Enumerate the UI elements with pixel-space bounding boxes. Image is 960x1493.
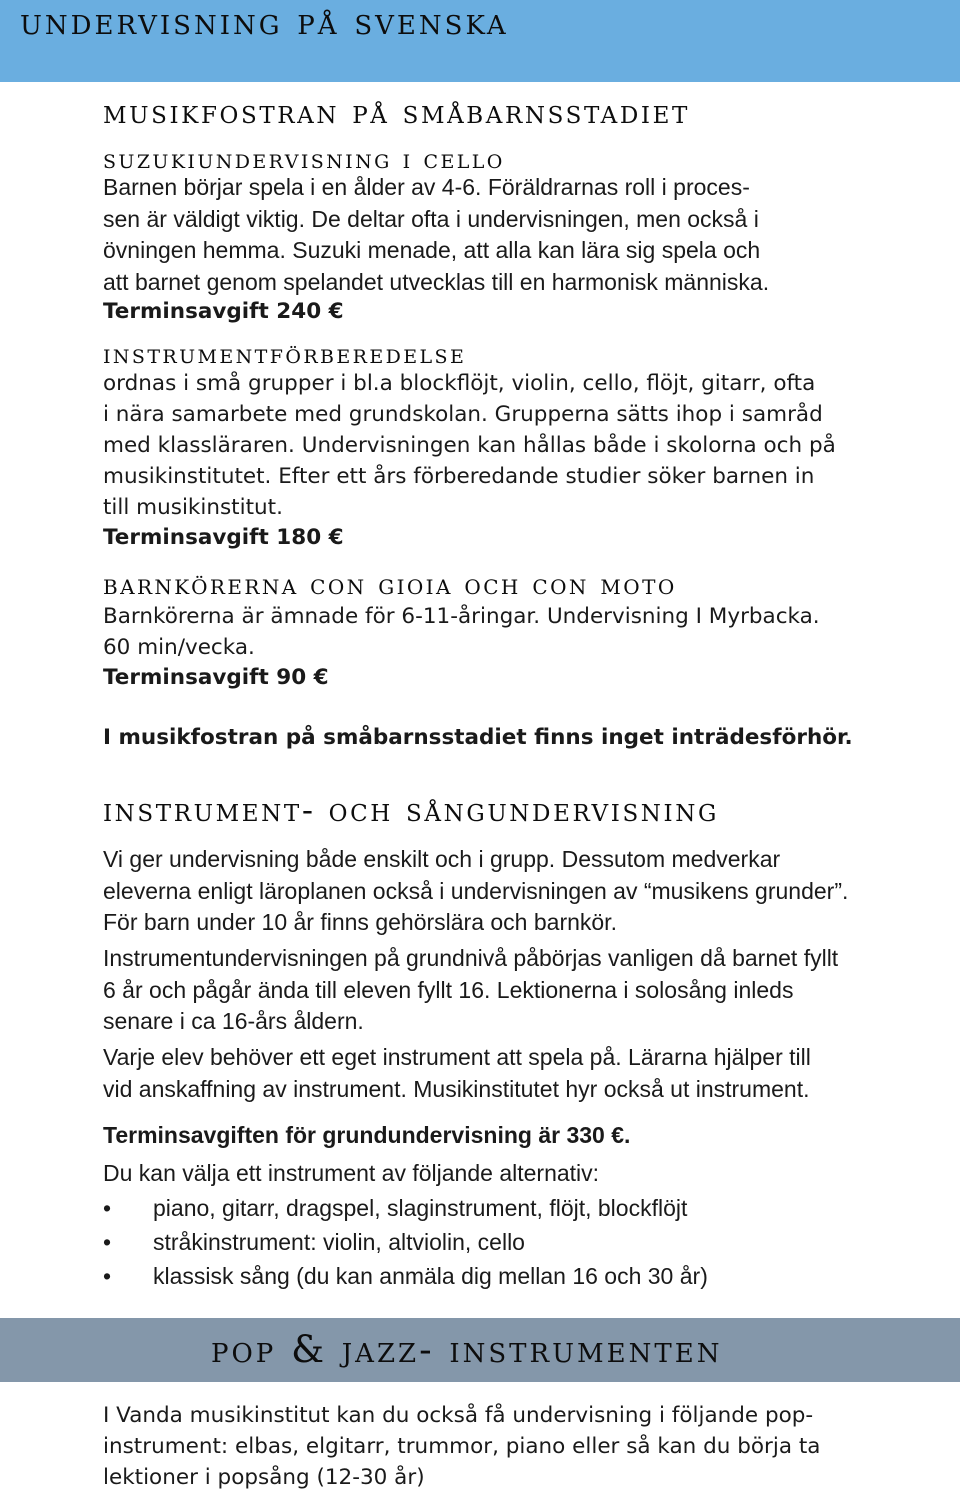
para-line: eleverna enligt läroplanen också i undervisningen av “musikens grunder”. — [103, 877, 849, 904]
instrument-options-list — [103, 1191, 863, 1293]
suzuki-line: att barnet genom spelandet utvecklas till en harmonisk människa. — [103, 268, 770, 295]
pop-jazz-line: lektioner i popsång (12-30 år) — [103, 1465, 425, 1490]
suzuki-line: Barnen börjar spela i en ålder av 4-6. Föräldrarnas roll i proces- — [103, 174, 750, 200]
suzuki-heading: suzukiundervisning i cello — [103, 144, 505, 175]
list-item — [103, 1225, 863, 1259]
para-line: Varje elev behöver ett eget instrument att spela på. Lärarna hjälper till — [103, 1044, 811, 1070]
instrumentforberedelse-fee: Terminsavgift 180 € — [103, 525, 344, 550]
instrumentforberedelse-line: i nära samarbete med grundskolan. Grupperna sätts ihop i samråd — [103, 402, 823, 427]
para-line: Instrumentundervisningen på grundnivå påbörjas vanligen då barnet fyllt — [103, 945, 839, 971]
bullet-icon: • — [103, 1229, 112, 1255]
list-item — [103, 1191, 863, 1225]
list-item — [103, 1259, 863, 1293]
bullet-icon: • — [103, 1263, 112, 1289]
musikfostran-heading: musikfostran på småbarnsstadiet — [103, 92, 690, 131]
suzuki-line: sen är väldigt viktig. De deltar ofta i undervisningen, men också i — [103, 205, 759, 232]
suzuki-line: övningen hemma. Suzuki menade, att alla kan lära sig spela och — [103, 237, 761, 263]
para-line: vid anskaffning av instrument. Musikinstitutet hyr också ut instrument. — [103, 1075, 810, 1102]
instrument-sang-para2 — [103, 943, 863, 1038]
option-label: piano, gitarr, dragspel, slaginstrument, flöjt, blockflöjt — [153, 1195, 688, 1221]
pop-jazz-title: pop & jazz- instrumenten — [211, 1328, 723, 1371]
option-label: klassisk sång (du kan anmäla dig mellan 16 och 30 år) — [153, 1263, 708, 1289]
pop-jazz-line: instrument: elbas, elgitarr, trummor, piano eller så kan du börja ta — [103, 1434, 821, 1459]
instrument-sang-heading: instrument- och sångundervisning — [103, 790, 719, 829]
barnkorerna-heading: barnkörerna con gioia och con moto — [103, 567, 677, 601]
instrumentforberedelse-line: till musikinstitut. — [103, 495, 283, 520]
instrumentforberedelse-text — [103, 368, 863, 523]
pop-jazz-text — [103, 1400, 863, 1493]
instrument-sang-para1 — [103, 844, 863, 939]
instrumentforberedelse-line: ordnas i små grupper i bl.a blockflöjt, violin, cello, flöjt, gitarr, ofta — [103, 371, 816, 396]
barnkorerna-line: Barnkörerna är ämnade för 6-11-åringar. Undervisning I Myrbacka. — [103, 604, 820, 629]
barnkorerna-fee: Terminsavgift 90 € — [103, 665, 329, 690]
bullet-icon: • — [103, 1195, 112, 1221]
choose-intro: Du kan välja ett instrument av följande alternativ: — [103, 1160, 600, 1186]
para-line: För barn under 10 år finns gehörslära och barnkör. — [103, 909, 617, 935]
barnkorerna-line: 60 min/vecka. — [103, 635, 255, 660]
barnkorerna-text — [103, 601, 863, 663]
musikfostran-note: I musikfostran på småbarnsstadiet finns inget inträdesförhör. — [103, 725, 853, 750]
instrument-sang-para3 — [103, 1042, 863, 1105]
para-line: senare i ca 16-års åldern. — [103, 1008, 364, 1034]
para-line: Vi ger undervisning både enskilt och i grupp. Dessutom medverkar — [103, 846, 781, 872]
page-title: undervisning på svenska — [20, 0, 509, 43]
instrumentforberedelse-heading: instrumentförberedelse — [103, 339, 467, 370]
suzuki-text — [103, 172, 863, 298]
grundundervisning-fee: Terminsavgiften för grundundervisning är 330 €. — [103, 1122, 631, 1148]
instrumentforberedelse-line: med klassläraren. Undervisningen kan hållas både i skolorna och på — [103, 433, 836, 458]
para-line: 6 år och pågår ända till eleven fyllt 16. Lektionerna i solosång inleds — [103, 976, 794, 1003]
instrumentforberedelse-line: musikinstitutet. Efter ett års förberedande studier söker barnen in — [103, 464, 815, 489]
option-label: stråkinstrument: violin, altviolin, cello — [153, 1229, 525, 1255]
suzuki-fee: Terminsavgift 240 € — [103, 299, 344, 324]
section-musikfostran — [103, 92, 863, 132]
pop-jazz-line: I Vanda musikinstitut kan du också få undervisning i följande pop- — [103, 1403, 814, 1428]
